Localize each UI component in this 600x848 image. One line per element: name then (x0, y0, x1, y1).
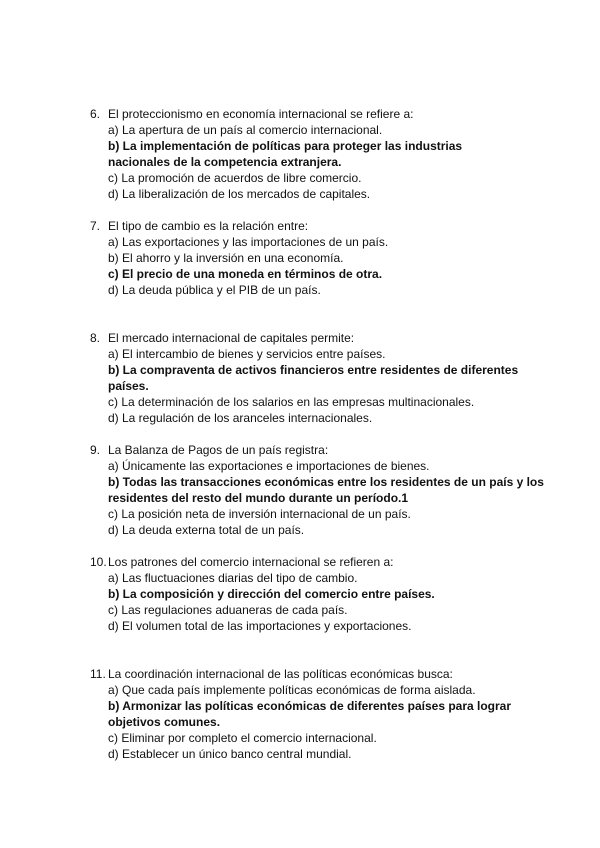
question-number: 11. (90, 667, 106, 681)
option-d: d) La deuda pública y el PIB de un país. (108, 283, 321, 297)
option-c: c) Eliminar por completo el comercio internacional. (108, 731, 377, 745)
question-stem (90, 218, 540, 234)
option-a: a) Que cada país implemente políticas económicas de forma aislada. (108, 683, 476, 697)
question-number: 9. (90, 443, 101, 457)
option-a: a) Las fluctuaciones diarias del tipo de cambio. (108, 571, 358, 585)
question-text: Los patrones del comercio internacional se refieren a: (108, 555, 394, 569)
question-text: El tipo de cambio es la relación entre: (108, 219, 309, 233)
question-text: El proteccionismo en economía internacional se refiere a: (108, 107, 414, 121)
option-b-correct: b) La implementación de políticas para proteger las industrias nacionales de la competencia extranjera. (108, 139, 463, 169)
option-d: d) La regulación de los aranceles internacionales. (108, 411, 373, 425)
question-number: 6. (90, 107, 101, 121)
question-stem (90, 554, 540, 570)
option-b: b) El ahorro y la inversión en una economía. (108, 251, 344, 265)
question-stem (90, 106, 540, 122)
option-d: d) La deuda externa total de un país. (108, 523, 305, 537)
question-10 (90, 554, 540, 634)
option-b-correct: b) Armonizar las políticas económicas de diferentes países para lograr objetivos comunes. (108, 699, 512, 729)
question-text: La coordinación internacional de las políticas económicas busca: (108, 667, 453, 681)
option-d: d) Establecer un único banco central mundial. (108, 747, 352, 761)
question-number: 8. (90, 331, 101, 345)
option-a: a) Únicamente las exportaciones e importaciones de bienes. (108, 459, 430, 473)
question-9 (90, 442, 544, 538)
question-number: 7. (90, 219, 101, 233)
question-8 (90, 330, 540, 426)
option-a: a) El intercambio de bienes y servicios entre países. (108, 347, 386, 361)
question-number: 10. (90, 555, 107, 569)
option-d: d) La liberalización de los mercados de capitales. (108, 187, 371, 201)
option-a: a) Las exportaciones y las importaciones de un país. (108, 235, 389, 249)
option-c: c) La posición neta de inversión internacional de un país. (108, 507, 411, 521)
option-c-correct: c) El precio de una moneda en términos de otra. (108, 267, 383, 281)
question-7 (90, 218, 540, 298)
option-d: d) El volumen total de las importaciones y exportaciones. (108, 619, 412, 633)
option-b-correct: b) Todas las transacciones económicas entre los residentes de un país y los residentes del resto del mundo durante un período.1 (108, 475, 544, 505)
question-stem (90, 666, 540, 682)
option-a: a) La apertura de un país al comercio internacional. (108, 123, 383, 137)
question-stem (90, 330, 540, 346)
question-stem (90, 442, 540, 458)
option-c: c) La determinación de los salarios en las empresas multinacionales. (108, 395, 475, 409)
option-c: c) Las regulaciones aduaneras de cada país. (108, 603, 348, 617)
question-6 (90, 106, 540, 202)
question-11 (90, 666, 540, 762)
option-c: c) La promoción de acuerdos de libre comercio. (108, 171, 362, 185)
option-b-correct: b) La composición y dirección del comercio entre países. (108, 587, 435, 601)
option-b-correct: b) La compraventa de activos financieros entre residentes de diferentes países. (108, 363, 519, 393)
question-text: La Balanza de Pagos de un país registra: (108, 443, 329, 457)
question-text: El mercado internacional de capitales permite: (108, 331, 355, 345)
